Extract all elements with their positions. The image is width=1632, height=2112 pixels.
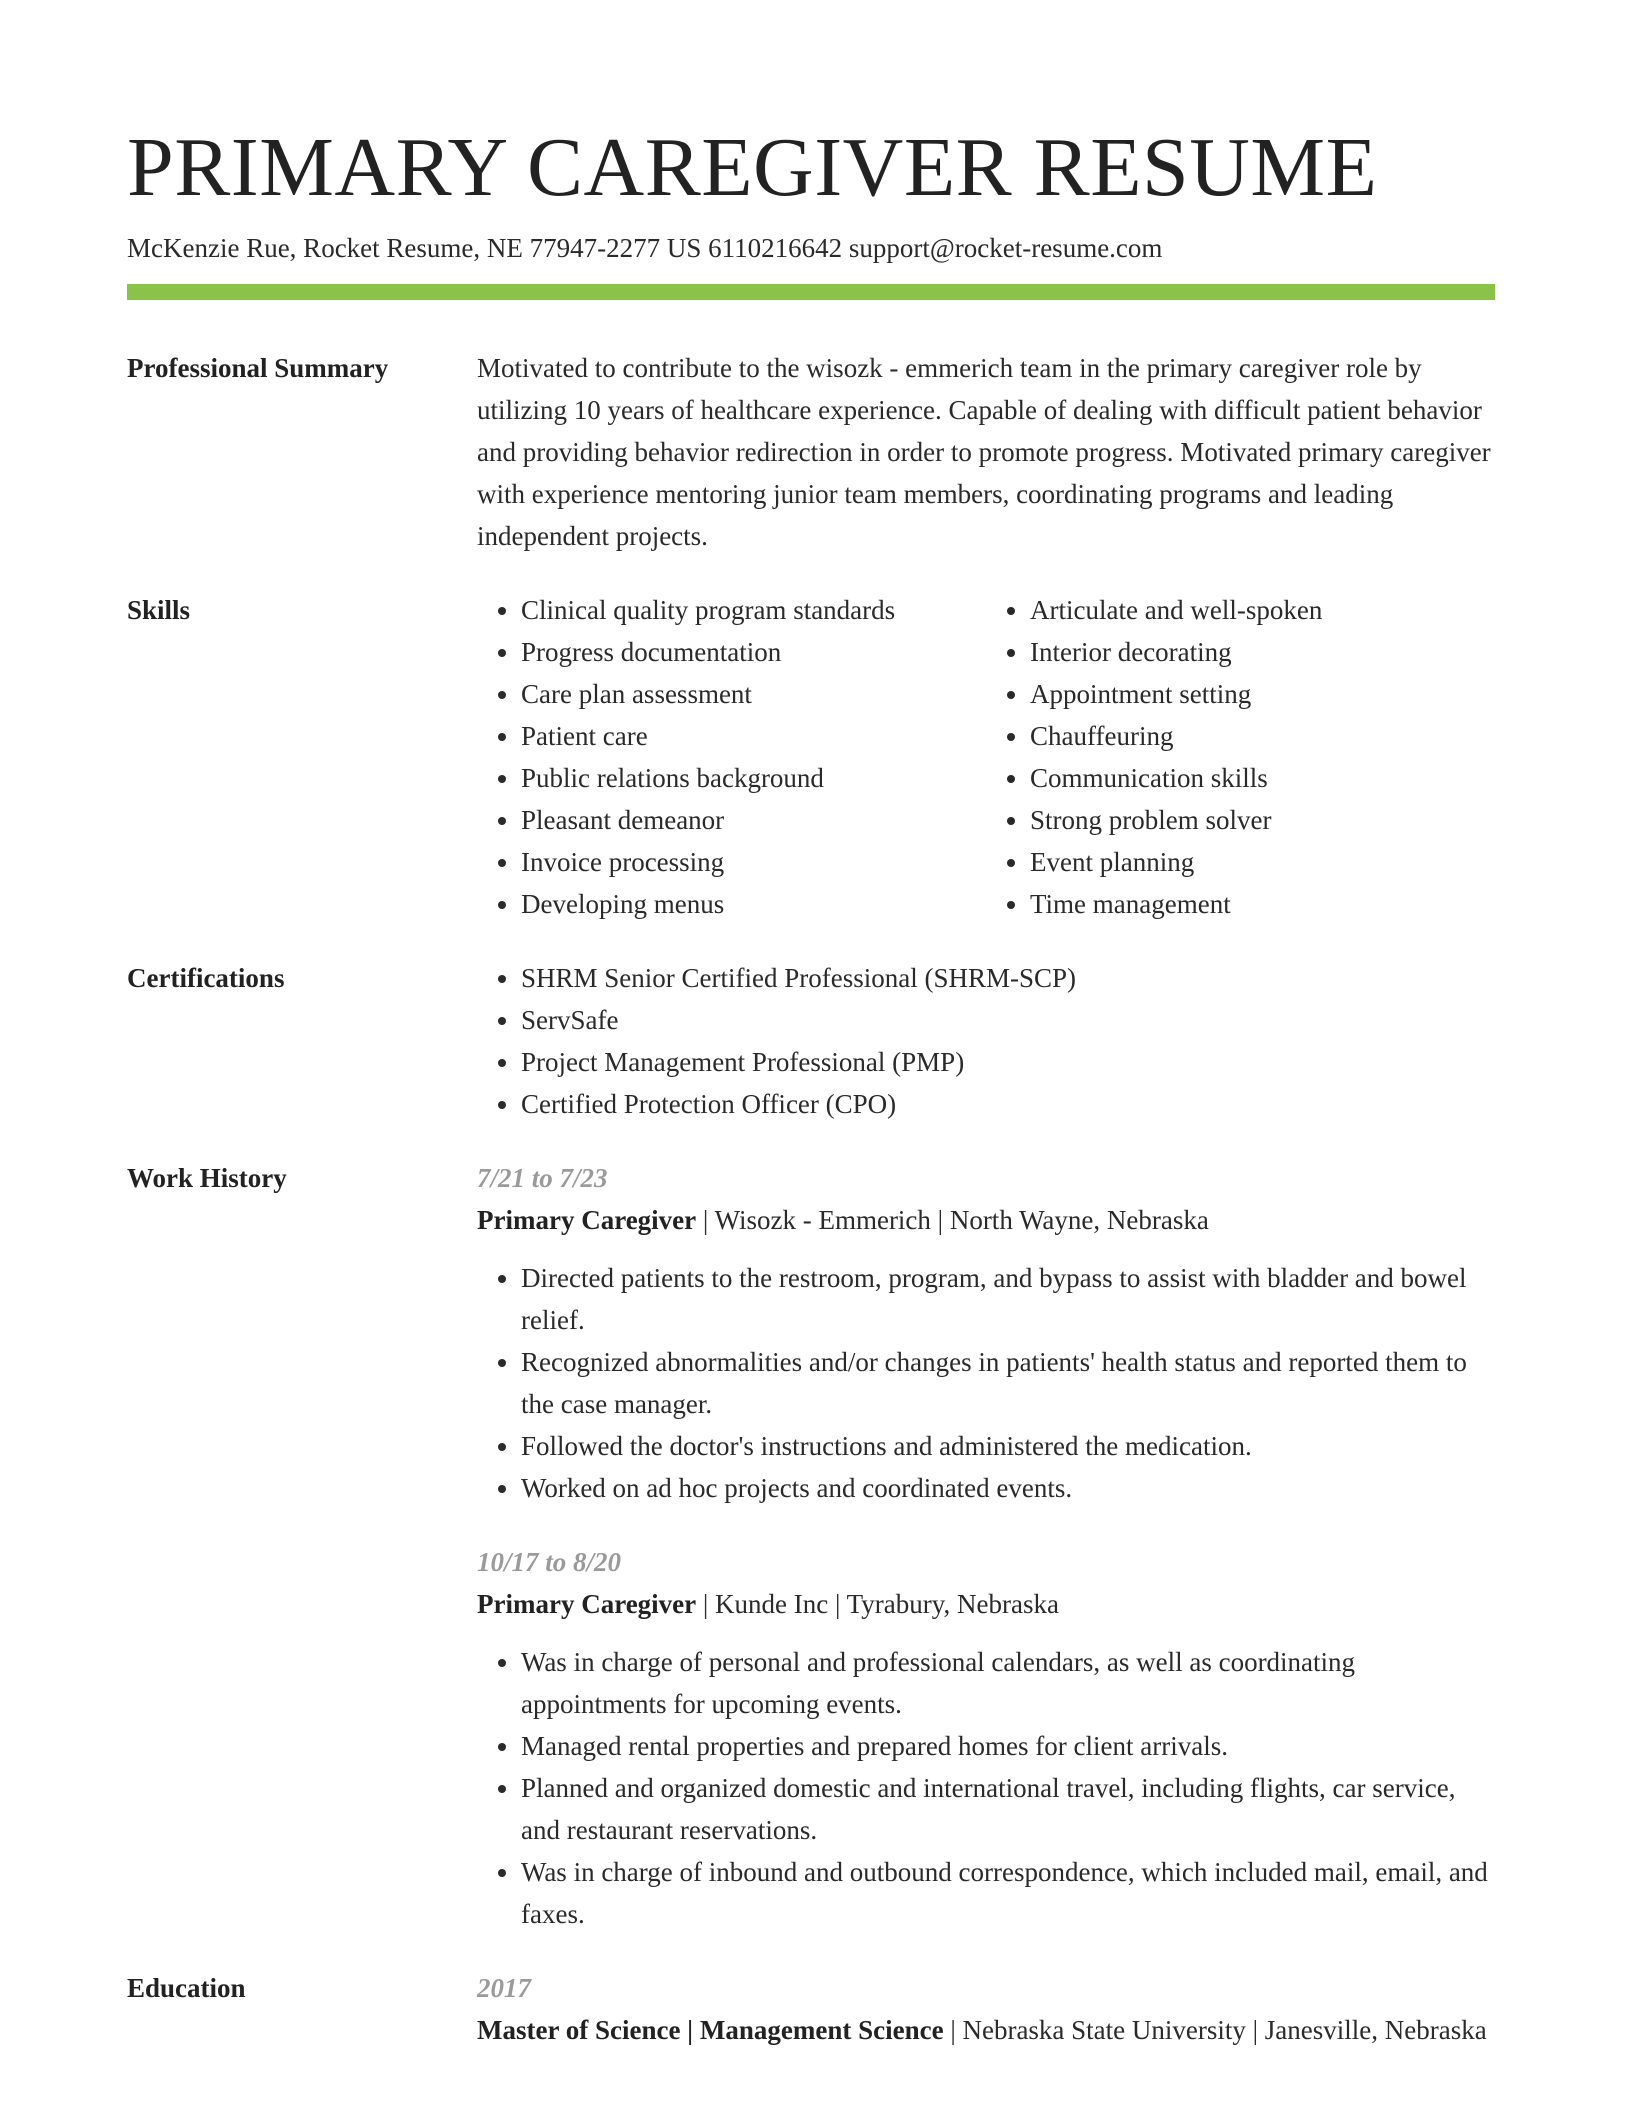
education-year: 2017 [477,1973,531,2003]
header-divider [127,284,1495,300]
job-dates: 10/17 to 8/20 [477,1547,622,1577]
resume-content [127,347,1495,2083]
skill-item: • Articulate and well-spoken [1030,589,1495,631]
job-entry [477,1157,1495,1509]
job-bullets [477,1641,1495,1935]
summary-label: Professional Summary [127,353,389,383]
education-heading [477,2009,1495,2051]
skill-item: • Communication skills [1030,757,1495,799]
education-section [127,1967,1495,2051]
school-location: | Nebraska State University | Janesville, Nebraska [943,2015,1487,2045]
job-bullet: • Was in charge of personal and professional calendars, as well as coordinating appointments for upcoming events. [521,1641,1495,1725]
job-bullet: • Directed patients to the restroom, program, and bypass to assist with bladder and bowel relief. [521,1257,1495,1341]
work-history-label: Work History [127,1163,287,1193]
degree-title: Master of Science | Management Science [477,2015,944,2045]
skill-item: • Developing menus [521,883,986,925]
certification-item: • Project Management Professional (PMP) [521,1041,1495,1083]
skill-item: • Clinical quality program standards [521,589,986,631]
job-bullet: • Planned and organized domestic and international travel, including flights, car service, and restaurant reservations. [521,1767,1495,1851]
job-bullet: • Was in charge of inbound and outbound correspondence, which included mail, email, and faxes. [521,1851,1495,1935]
job-employer-location: | Kunde Inc | Tyrabury, Nebraska [696,1589,1059,1619]
job-dates: 7/21 to 7/23 [477,1163,608,1193]
certifications-label: Certifications [127,963,285,993]
job-entry [477,1541,1495,1935]
certification-item: • SHRM Senior Certified Professional (SHRM-SCP) [521,957,1495,999]
summary-section [127,347,1495,557]
skill-item: • Chauffeuring [1030,715,1495,757]
certifications-list [477,957,1495,1125]
job-bullet: • Managed rental properties and prepared homes for client arrivals. [521,1725,1495,1767]
skill-item: • Patient care [521,715,986,757]
skill-item: • Progress documentation [521,631,986,673]
job-bullet: • Followed the doctor's instructions and administered the medication. [521,1425,1495,1467]
summary-text: Motivated to contribute to the wisozk - emmerich team in the primary caregiver role by utilizing 10 years of healthcare experience. Capable of dealing with difficult patient behavior and providing behavior redirection in order to promote progress. Motivated primary caregiver with experience mentoring junior team members, coordinating programs and leading independent projects. [477,353,1491,551]
job-bullet: • Recognized abnormalities and/or changes in patients' health status and reported them to the case manager. [521,1341,1495,1425]
job-bullets [477,1257,1495,1509]
skill-item: • Event planning [1030,841,1495,883]
skill-item: • Time management [1030,883,1495,925]
skill-item: • Public relations background [521,757,986,799]
work-history-section [127,1157,1495,1935]
education-label: Education [127,1973,246,2003]
resume-title: PRIMARY CAREGIVER RESUME [127,121,1378,214]
skill-item: • Invoice processing [521,841,986,883]
certification-item: • ServSafe [521,999,1495,1041]
skills-list-left [477,589,986,925]
certifications-section [127,957,1495,1125]
job-heading [477,1199,1495,1241]
job-title: Primary Caregiver [477,1589,697,1619]
job-employer-location: | Wisozk - Emmerich | North Wayne, Nebraska [696,1205,1209,1235]
skills-list-right [986,589,1495,925]
contact-line: McKenzie Rue, Rocket Resume, NE 77947-2277 US 6110216642 support@rocket-resume.com [127,233,1163,263]
skill-item: • Strong problem solver [1030,799,1495,841]
job-bullet: • Worked on ad hoc projects and coordinated events. [521,1467,1495,1509]
skill-item: • Interior decorating [1030,631,1495,673]
skill-item: • Pleasant demeanor [521,799,986,841]
job-title: Primary Caregiver [477,1205,697,1235]
job-heading [477,1583,1495,1625]
skill-item: • Care plan assessment [521,673,986,715]
skills-label: Skills [127,595,191,625]
certification-item: • Certified Protection Officer (CPO) [521,1083,1495,1125]
skills-section [127,589,1495,925]
skill-item: • Appointment setting [1030,673,1495,715]
